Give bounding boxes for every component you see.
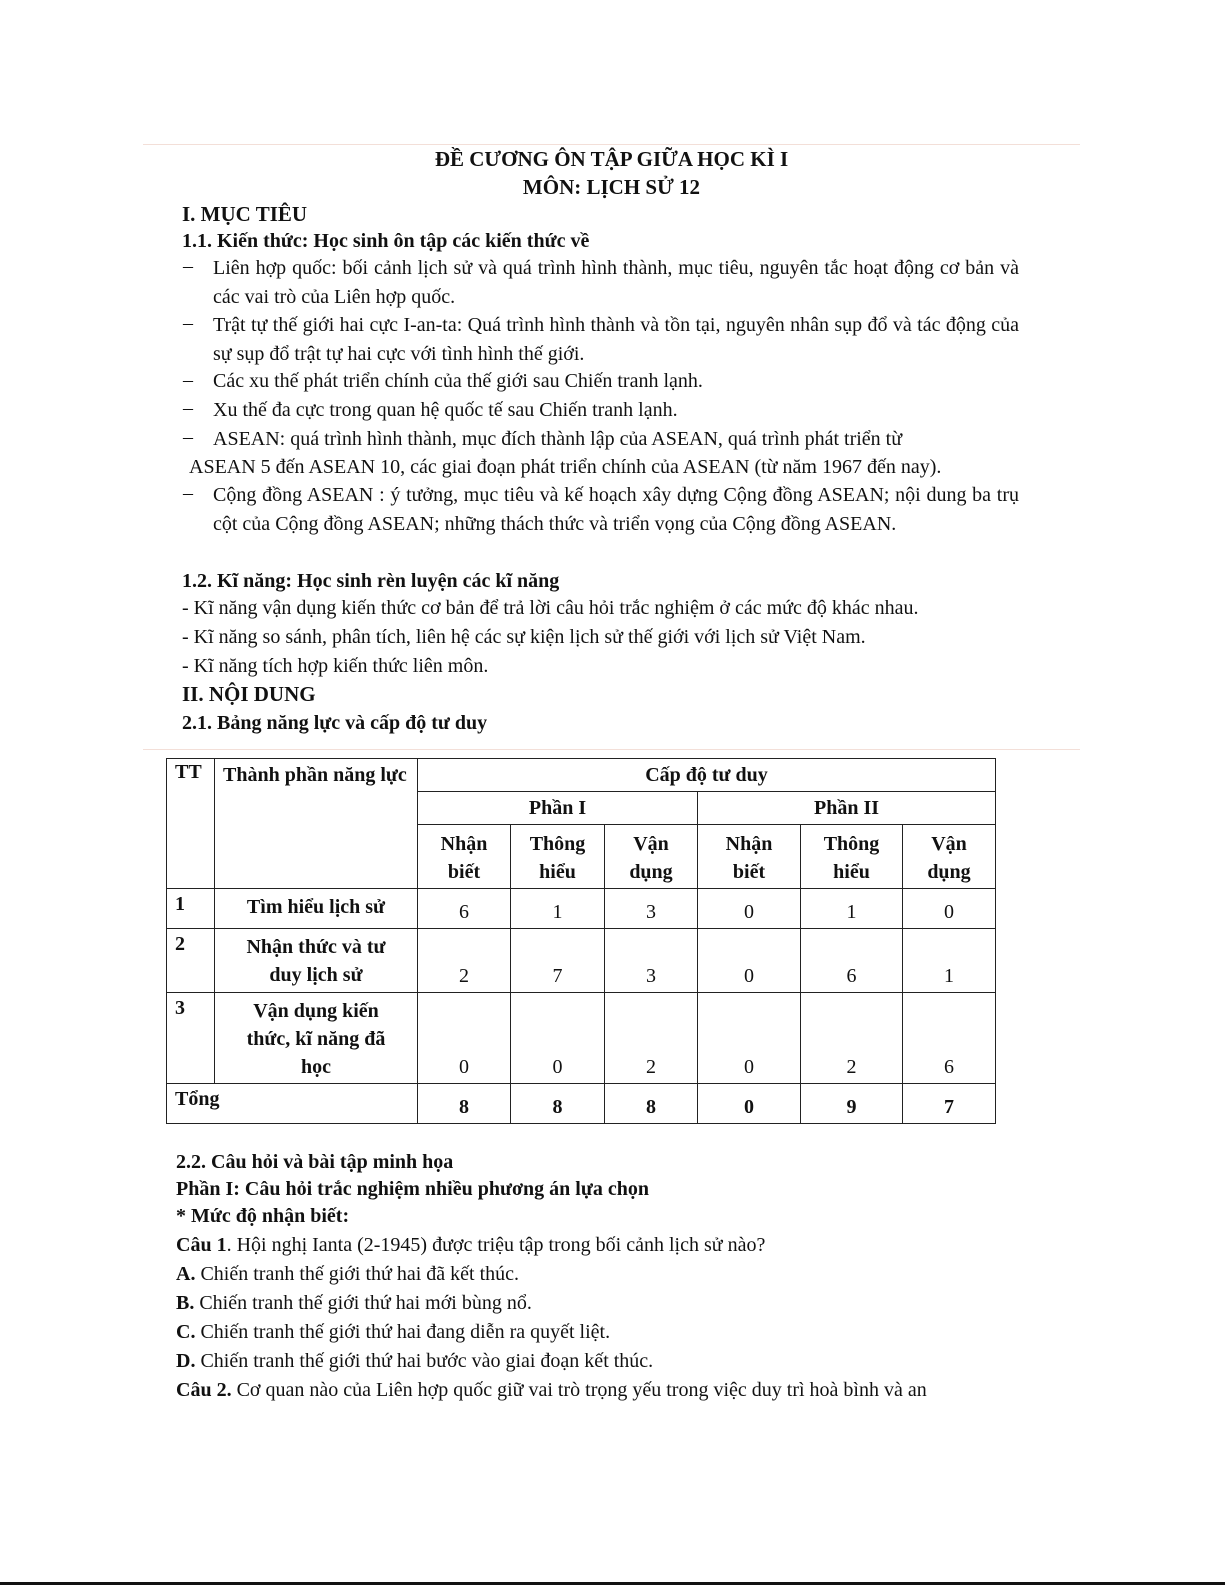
total-value: 8 xyxy=(605,1084,698,1124)
cell-value: 6 xyxy=(903,993,996,1084)
bullet-dash: – xyxy=(183,482,193,504)
cell-value: 2 xyxy=(418,929,511,993)
cell-value: 1 xyxy=(801,889,903,929)
cell-value: 6 xyxy=(418,889,511,929)
level-header: Vận dụng xyxy=(903,825,996,889)
skills-heading: 1.2. Kĩ năng: Học sinh rèn luyện các kĩ năng xyxy=(182,570,560,592)
cell-value: 0 xyxy=(418,993,511,1084)
bullet-dash: – xyxy=(183,426,193,448)
document-title: ĐỀ CƯƠNG ÔN TẬP GIỮA HỌC KÌ I xyxy=(434,147,789,171)
question-1: Câu 1. Hội nghị Ianta (2-1945) được triệu tập trong bối cảnh lịch sử nào? xyxy=(176,1234,766,1256)
option-b: B. Chiến tranh thế giới thứ hai mới bùng nổ. xyxy=(176,1292,532,1314)
total-value: 8 xyxy=(511,1084,605,1124)
skill-item: - Kĩ năng so sánh, phân tích, liên hệ các sự kiện lịch sử thế giới với lịch sử Việt Nam. xyxy=(182,626,866,648)
bullet-dash: – xyxy=(183,369,193,391)
row-component: Tìm hiểu lịch sử xyxy=(215,889,418,929)
page-break-divider xyxy=(143,749,1080,750)
bullet-dash: – xyxy=(183,397,193,419)
tt-header: TT xyxy=(167,759,215,889)
total-value: 0 xyxy=(698,1084,801,1124)
cell-value: 6 xyxy=(801,929,903,993)
bullet-dash: – xyxy=(183,255,193,277)
skill-item: - Kĩ năng vận dụng kiến thức cơ bản để trả lời câu hỏi trắc nghiệm ở các mức độ khác nhau. xyxy=(182,597,919,619)
cell-value: 0 xyxy=(698,889,801,929)
cell-value: 1 xyxy=(903,929,996,993)
subject-title: MÔN: LỊCH SỬ 12 xyxy=(522,175,701,199)
knowledge-item: ASEAN: quá trình hình thành, mục đích thành lập của ASEAN, quá trình phát triển từ xyxy=(213,428,903,450)
total-label: Tổng xyxy=(167,1084,418,1124)
row-component: Nhận thức và tư duy lịch sử xyxy=(215,929,418,993)
knowledge-item: Trật tự thế giới hai cực I-an-ta: Quá trình hình thành và tồn tại, nguyên nhân sụp đổ và tác động của sự sụp đổ trật tự hai cực với tình hình thế giới. xyxy=(213,314,1019,365)
option-c: C. Chiến tranh thế giới thứ hai đang diễn ra quyết liệt. xyxy=(176,1321,611,1343)
option-a: A. Chiến tranh thế giới thứ hai đã kết thúc. xyxy=(176,1263,520,1285)
cell-value: 0 xyxy=(698,993,801,1084)
cell-value: 0 xyxy=(698,929,801,993)
cell-value: 2 xyxy=(801,993,903,1084)
page-top-divider xyxy=(143,144,1080,145)
table-row xyxy=(167,993,996,1084)
competency-table xyxy=(166,758,996,1124)
knowledge-item-continuation: ASEAN 5 đến ASEAN 10, các giai đoạn phát triển chính của ASEAN (từ năm 1967 đến nay). xyxy=(189,456,942,478)
level-heading: * Mức độ nhận biết: xyxy=(176,1205,350,1227)
level-header: Nhận biết xyxy=(418,825,511,889)
skill-item: - Kĩ năng tích hợp kiến thức liên môn. xyxy=(182,655,489,677)
total-value: 9 xyxy=(801,1084,903,1124)
table-row xyxy=(167,889,996,929)
part-1-heading: Phần I: Câu hỏi trắc nghiệm nhiều phương án lựa chọn xyxy=(176,1178,649,1200)
question-2: Câu 2. Cơ quan nào của Liên hợp quốc giữ vai trò trọng yếu trong việc duy trì hoà bình và an xyxy=(176,1379,927,1401)
total-value: 7 xyxy=(903,1084,996,1124)
table-heading: 2.1. Bảng năng lực và cấp độ tư duy xyxy=(182,712,488,734)
section-2-heading: II. NỘI DUNG xyxy=(182,682,316,706)
cell-value: 0 xyxy=(511,993,605,1084)
knowledge-item: Liên hợp quốc: bối cảnh lịch sử và quá trình hình thành, mục tiêu, nguyên tắc hoạt động cơ bản và các vai trò của Liên hợp quốc. xyxy=(213,257,1019,308)
knowledge-item: Cộng đồng ASEAN : ý tưởng, mục tiêu và kế hoạch xây dựng Cộng đồng ASEAN; nội dung ba trụ cột của Cộng đồng ASEAN; những thách thức và triển vọng của Cộng đồng ASEAN. xyxy=(213,484,1019,535)
level-header: Nhận biết xyxy=(698,825,801,889)
knowledge-item: Các xu thế phát triển chính của thế giới sau Chiến tranh lạnh. xyxy=(213,370,703,392)
cell-value: 3 xyxy=(605,889,698,929)
row-index: 3 xyxy=(167,993,215,1084)
option-d: D. Chiến tranh thế giới thứ hai bước vào giai đoạn kết thúc. xyxy=(176,1350,654,1372)
level-header: Thông hiểu xyxy=(801,825,903,889)
row-component: Vận dụng kiến thức, kĩ năng đã học xyxy=(215,993,418,1084)
levels-header: Cấp độ tư duy xyxy=(418,759,996,792)
part-2-header: Phần II xyxy=(698,792,996,825)
bullet-dash: – xyxy=(183,312,193,334)
level-header: Vận dụng xyxy=(605,825,698,889)
cell-value: 1 xyxy=(511,889,605,929)
cell-value: 0 xyxy=(903,889,996,929)
total-value: 8 xyxy=(418,1084,511,1124)
cell-value: 3 xyxy=(605,929,698,993)
part-1-header: Phần I xyxy=(418,792,698,825)
section-1-heading: I. MỤC TIÊU xyxy=(182,202,308,226)
questions-heading: 2.2. Câu hỏi và bài tập minh họa xyxy=(176,1151,454,1173)
row-index: 1 xyxy=(167,889,215,929)
knowledge-heading: 1.1. Kiến thức: Học sinh ôn tập các kiến thức về xyxy=(182,230,590,252)
level-header: Thông hiểu xyxy=(511,825,605,889)
knowledge-item: Xu thế đa cực trong quan hệ quốc tế sau Chiến tranh lạnh. xyxy=(213,399,678,421)
cell-value: 7 xyxy=(511,929,605,993)
cell-value: 2 xyxy=(605,993,698,1084)
row-index: 2 xyxy=(167,929,215,993)
table-row xyxy=(167,929,996,993)
total-row xyxy=(167,1084,996,1124)
component-header: Thành phần năng lực xyxy=(215,759,418,889)
